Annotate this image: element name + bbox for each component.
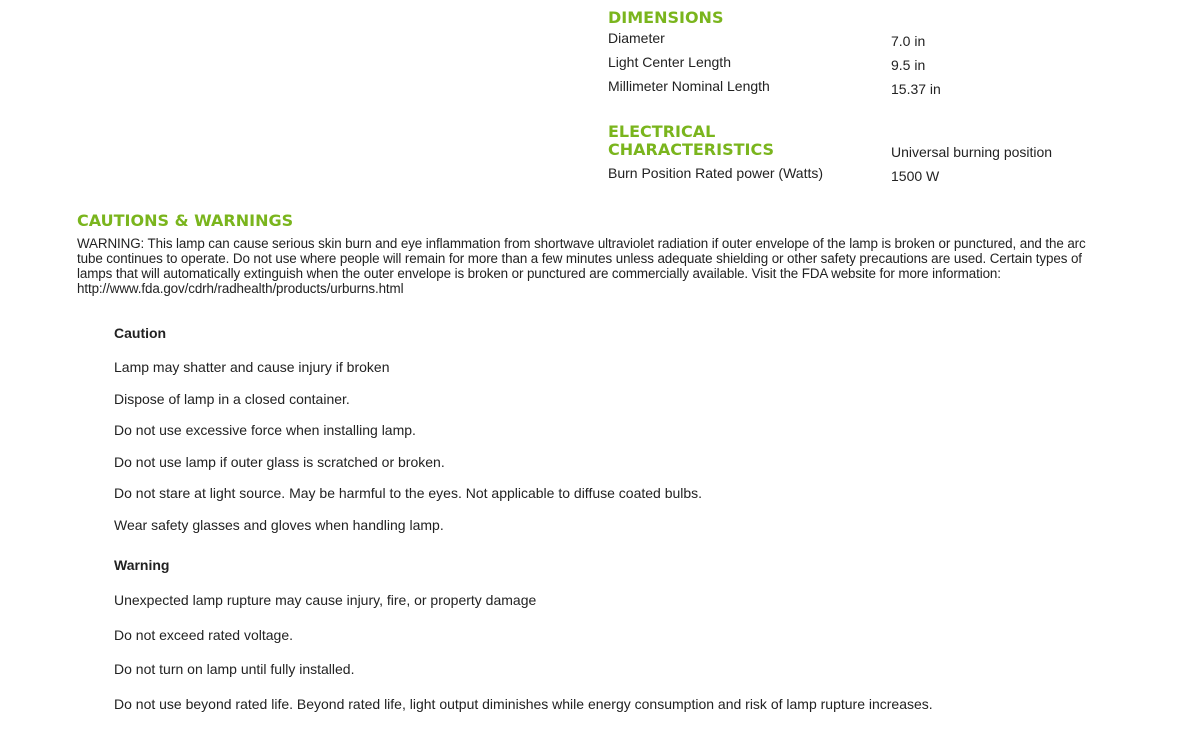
cautions-heading: CAUTIONS & WARNINGS	[77, 211, 294, 230]
warning-heading: Warning	[114, 557, 170, 573]
list-item: Wear safety glasses and gloves when handling lamp.	[114, 516, 444, 533]
list-item: Do not use beyond rated life. Beyond rated life, light output diminishes while energy consumption and risk of lamp rupture increases.	[114, 695, 933, 712]
electrical-heading	[608, 123, 1128, 141]
list-item: Unexpected lamp rupture may cause injury, fire, or property damage	[114, 592, 537, 608]
list-item: Do not stare at light source. May be harmful to the eyes. Not applicable to diffuse coated bulbs.	[114, 485, 703, 501]
electrical-heading-row	[608, 141, 1128, 165]
spec-value: 15.37 in	[891, 81, 941, 97]
spec-value: 9.5 in	[891, 57, 926, 73]
spec-row-diameter	[608, 30, 1128, 54]
caution-heading: Caution	[114, 325, 167, 341]
list-item: Lamp may shatter and cause injury if broken	[114, 359, 390, 375]
list-item: Do not turn on lamp until fully installed.	[114, 661, 355, 677]
spec-row-rated-power	[608, 165, 1128, 189]
electrical-section	[608, 123, 1128, 189]
spec-value: 1500 W	[891, 168, 940, 184]
spec-row-millimeter-nominal-length	[608, 78, 1128, 102]
burn-position-value: Universal burning position	[891, 144, 1053, 160]
list-item: Dispose of lamp in a closed container.	[114, 390, 350, 407]
spec-value: 7.0 in	[891, 33, 926, 49]
cautions-section	[77, 212, 1107, 296]
spec-label: Millimeter Nominal Length	[608, 78, 770, 94]
electrical-heading-line1: ELECTRICAL	[608, 122, 716, 141]
dimensions-heading: DIMENSIONS	[608, 8, 724, 27]
spec-label: Burn Position Rated power (Watts)	[608, 165, 824, 181]
spec-row-light-center-length	[608, 54, 1128, 78]
caution-list	[114, 325, 1114, 548]
list-item: Do not use excessive force when installing lamp.	[114, 422, 416, 438]
dimensions-section	[608, 9, 1128, 102]
warning-list	[114, 557, 1114, 730]
list-item: Do not exceed rated voltage.	[114, 626, 294, 643]
list-item: Do not use lamp if outer glass is scratched or broken.	[114, 453, 445, 470]
spec-label: Light Center Length	[608, 54, 731, 70]
electrical-heading-line2: CHARACTERISTICS	[608, 140, 775, 159]
uv-warning-text: WARNING: This lamp can cause serious skin burn and eye inflammation from shortwave ultraviolet radiation if outer envelope of the lamp is broken or punctured, and the arc tube continues to operate. Do not use where people will remain for more than a few minutes unless adequate shielding or other safety precautions are used. Certain types of lamps that will automatically extinguish when the outer envelope is broken or punctured are commercially available. Visit the FDA website for more information: http://www.fda.gov/cdrh/radhealth/products/urburns.html	[77, 236, 1086, 296]
spec-label: Diameter	[608, 30, 665, 46]
